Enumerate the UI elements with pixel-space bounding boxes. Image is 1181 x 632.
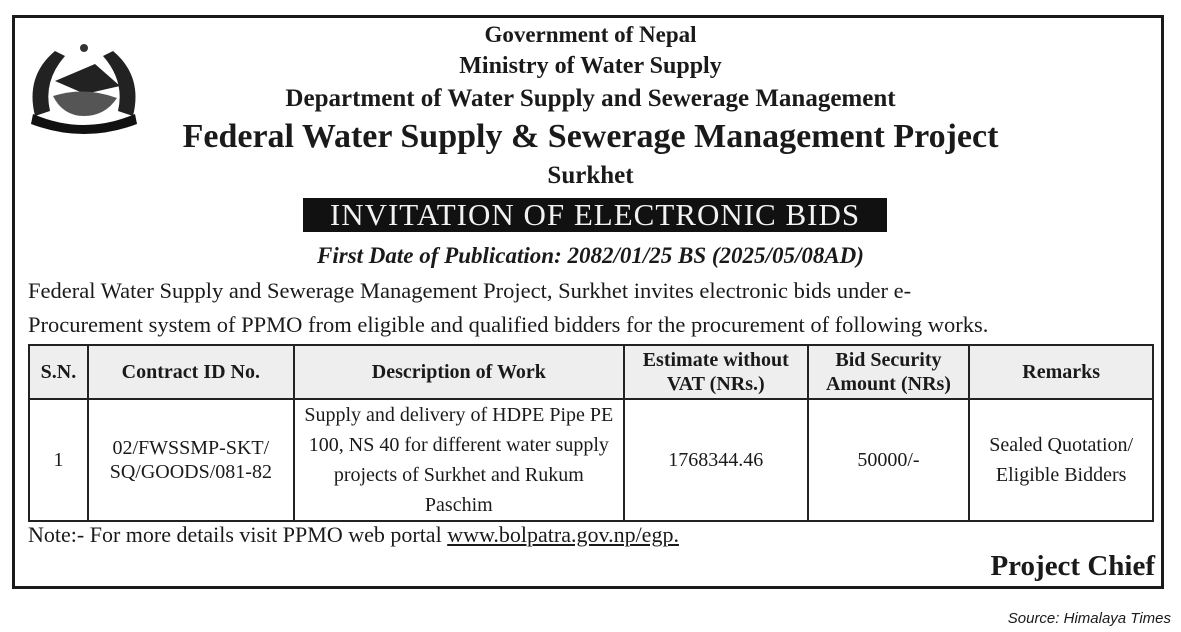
note-text: Note:- For more details visit PPMO web portal: [28, 522, 448, 547]
government-line: Government of Nepal: [484, 22, 697, 47]
cell-estimate: 1768344.46: [624, 399, 808, 521]
signature: Project Chief: [990, 550, 1155, 582]
portal-link[interactable]: www.bolpatra.gov.np/egp.: [447, 522, 679, 547]
header-bid-security: Bid Security Amount (NRs): [808, 345, 970, 399]
header-sn: S.N.: [29, 345, 88, 399]
intro-line-2: Procurement system of PPMO from eligible and qualified bidders for the procurement of following works.: [28, 312, 989, 337]
location: Surkhet: [547, 162, 634, 189]
source-credit: Source: Himalaya Times: [1007, 610, 1171, 627]
header-remarks: Remarks: [969, 345, 1153, 399]
cell-remarks: Sealed Quotation/ Eligible Bidders: [969, 399, 1153, 521]
invitation-banner: INVITATION OF ELECTRONIC BIDS: [303, 198, 887, 232]
table-row: [29, 399, 1153, 521]
header-contract-id: Contract ID No.: [88, 345, 294, 399]
ministry-line: Ministry of Water Supply: [459, 53, 722, 79]
publication-date: First Date of Publication: 2082/01/25 BS (2025/05/08AD): [317, 243, 864, 268]
header-description: Description of Work: [294, 345, 624, 399]
cell-bid-security: 50000/-: [808, 399, 970, 521]
table-header-row: [29, 345, 1153, 399]
cell-contract-id: 02/FWSSMP-SKT/ SQ/GOODS/081-82: [88, 399, 294, 521]
cell-description: Supply and delivery of HDPE Pipe PE 100, NS 40 for different water supply projects of Surkhet and Rukum Paschim: [294, 399, 624, 521]
project-title: Federal Water Supply & Sewerage Management Project: [182, 118, 999, 155]
intro-line-1: Federal Water Supply and Sewerage Management Project, Surkhet invites electronic bids under e-: [28, 278, 912, 303]
note: [28, 522, 679, 548]
header-estimate: Estimate without VAT (NRs.): [624, 345, 808, 399]
bids-table: [28, 344, 1154, 522]
cell-sn: 1: [29, 399, 88, 521]
department-line: Department of Water Supply and Sewerage Management: [285, 85, 896, 112]
